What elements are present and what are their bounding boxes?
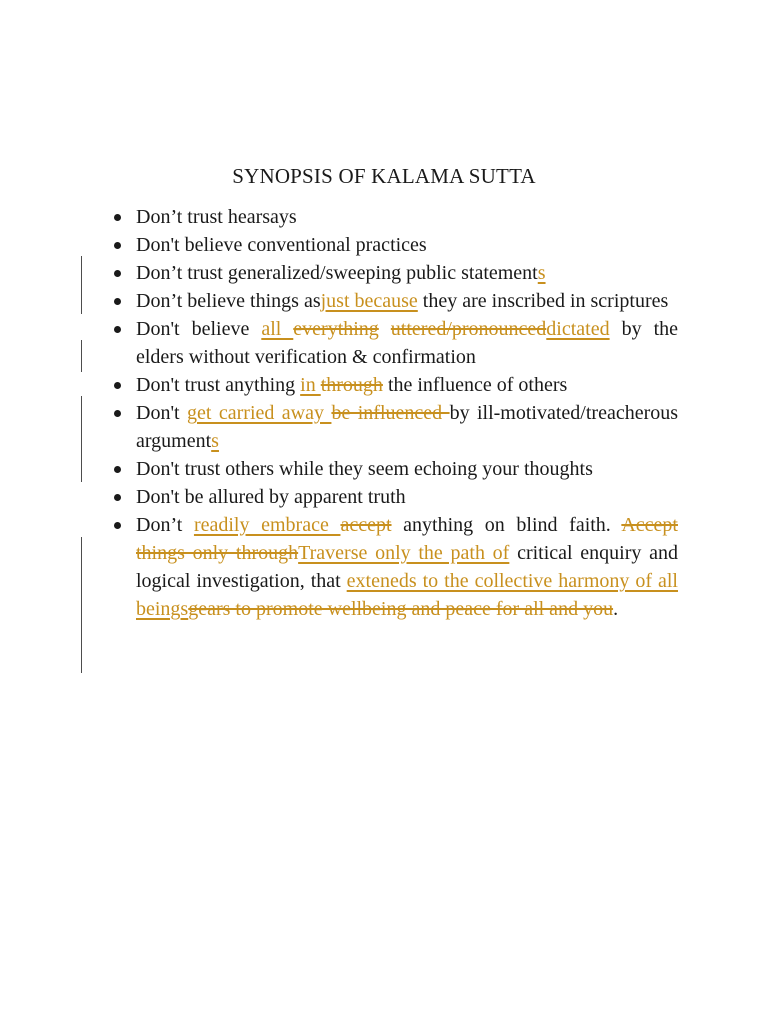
deleted-text: accept <box>340 514 392 536</box>
bullet-item <box>110 399 678 455</box>
bullet-icon <box>114 410 121 417</box>
body-text: the influence of others <box>382 374 568 396</box>
bullet-icon <box>114 270 121 277</box>
bullet-icon <box>114 298 121 305</box>
document-title: SYNOPSIS OF KALAMA SUTTA <box>232 164 536 188</box>
body-text: Don't <box>136 402 188 424</box>
change-bar <box>81 537 82 673</box>
bullet-item <box>110 203 678 231</box>
bullet-icon <box>114 326 121 333</box>
body-text: Don't be allured by apparent truth <box>136 486 406 508</box>
body-text: by the elders without verification & confirmation <box>136 318 678 368</box>
body-text: by ill-motivated/treacherous argument <box>136 402 679 452</box>
bullet-icon <box>114 494 121 501</box>
bullet-item <box>110 259 678 287</box>
body-text: anything on blind faith. <box>391 514 622 536</box>
bullet-item <box>110 287 678 315</box>
body-text: they are inscribed in scriptures <box>417 290 669 312</box>
change-bar <box>81 396 82 482</box>
bullet-item <box>110 231 678 259</box>
bullet-icon <box>114 214 121 221</box>
deleted-text: uttered/pronounced <box>390 318 547 340</box>
body-text: Don't believe <box>136 318 262 340</box>
inserted-text: s <box>537 262 546 284</box>
deleted-text: be influenced <box>331 402 450 424</box>
change-bar <box>81 340 82 372</box>
change-bar <box>81 256 82 314</box>
bullet-item <box>110 511 678 623</box>
body-text: critical enquiry and logical investigation, that <box>136 542 678 592</box>
bullet-icon <box>114 466 121 473</box>
bullet-item <box>110 371 678 399</box>
bullet-list <box>110 203 678 623</box>
bullet-item <box>110 455 678 483</box>
body-text: Don’t trust generalized/sweeping public statement <box>136 262 538 284</box>
deleted-text: everything <box>293 318 379 340</box>
body-text: Don't trust others while they seem echoing your thoughts <box>136 458 593 480</box>
body-text: Don’t trust hearsays <box>136 206 297 228</box>
inserted-text: in <box>300 374 321 396</box>
inserted-text: readily embrace <box>193 514 341 536</box>
body-text <box>379 318 391 340</box>
inserted-text: exteneds to the collective harmony of all beings <box>136 570 678 620</box>
body-text: Don't believe conventional practices <box>136 234 427 256</box>
bullet-icon <box>114 382 121 389</box>
inserted-text: dictated <box>546 318 610 340</box>
body-text: . <box>613 598 619 620</box>
body-text: Don’t believe things as <box>136 290 321 312</box>
deleted-text: gears to promote wellbeing and peace for all and you <box>188 598 614 620</box>
inserted-text: get carried away <box>187 402 332 424</box>
inserted-text: just because <box>320 290 418 312</box>
body-text: Don’t <box>136 514 194 536</box>
inserted-text: Traverse only the path of <box>298 542 510 564</box>
bullet-icon <box>114 242 121 249</box>
bullet-item <box>110 483 678 511</box>
deleted-text: through <box>320 374 383 396</box>
inserted-text: s <box>211 430 219 452</box>
deleted-text: Accept things only through <box>136 514 678 564</box>
bullet-icon <box>114 522 121 529</box>
bullet-item <box>110 315 678 371</box>
body-text: Don't trust anything <box>136 374 301 396</box>
inserted-text: all <box>261 318 294 340</box>
